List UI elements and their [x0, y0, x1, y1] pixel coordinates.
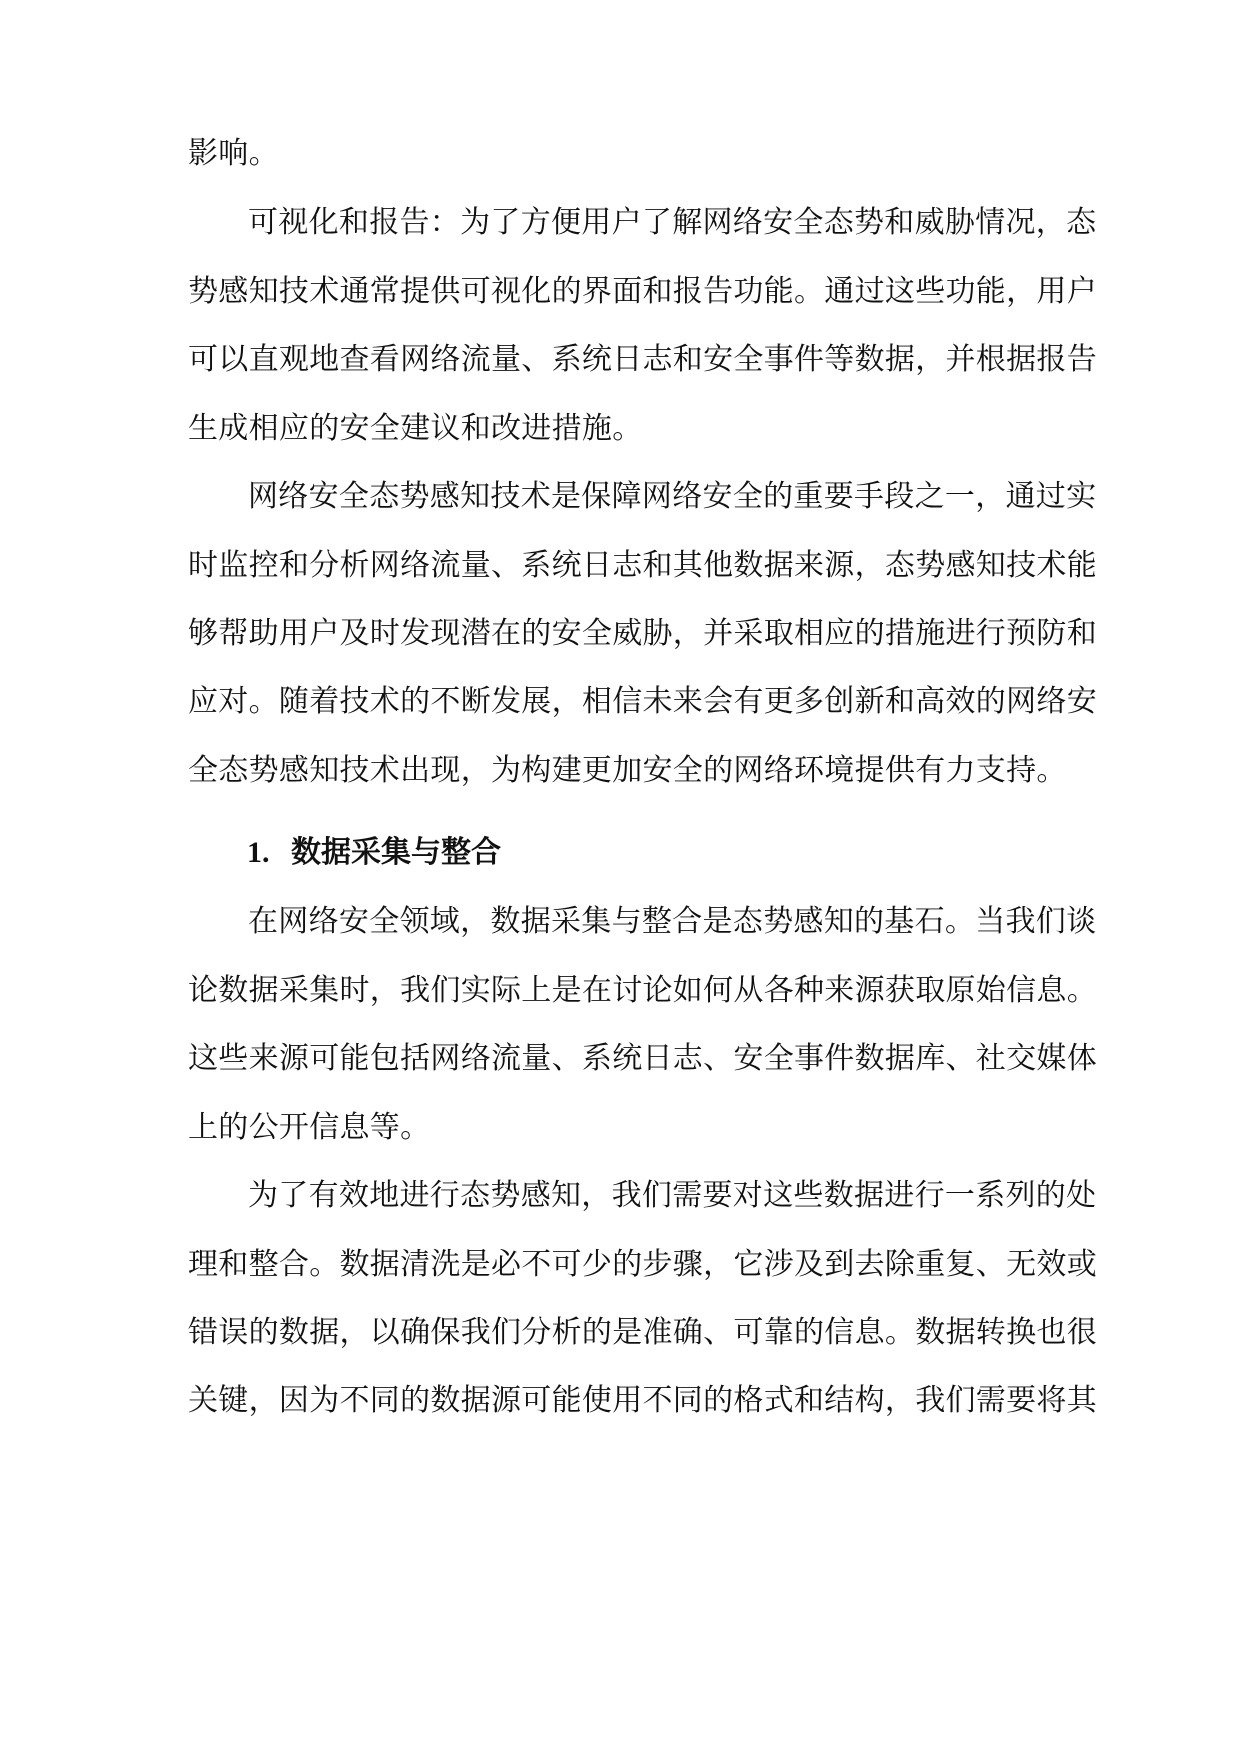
paragraph-line: 错误的数据，以确保我们分析的是准确、可靠的信息。数据转换也很: [188, 1315, 1097, 1350]
paragraph-line: 影响。: [188, 136, 279, 171]
paragraph-line: 全态势感知技术出现，为构建更加安全的网络环境提供有力支持。: [188, 753, 1067, 788]
paragraph-line: 够帮助用户及时发现潜在的安全威胁，并采取相应的措施进行预防和: [188, 616, 1097, 651]
paragraph-line: 为了有效地进行态势感知，我们需要对这些数据进行一系列的处: [248, 1178, 1097, 1213]
paragraph-line: 时监控和分析网络流量、系统日志和其他数据来源，态势感知技术能: [188, 548, 1097, 583]
section-number: 1.: [247, 836, 270, 869]
paragraph-line: 生成相应的安全建议和改进措施。: [188, 411, 643, 446]
paragraph-line: 可视化和报告：为了方便用户了解网络安全态势和威胁情况，态: [248, 205, 1097, 240]
paragraph-line: 论数据采集时，我们实际上是在讨论如何从各种来源获取原始信息。: [188, 973, 1097, 1008]
paragraph-line: 理和整合。数据清洗是必不可少的步骤，它涉及到去除重复、无效或: [188, 1247, 1097, 1282]
paragraph-line: 关键，因为不同的数据源可能使用不同的格式和结构，我们需要将其: [188, 1383, 1097, 1418]
paragraph-line: 可以直观地查看网络流量、系统日志和安全事件等数据，并根据报告: [188, 342, 1097, 377]
paragraph-line: 应对。随着技术的不断发展，相信未来会有更多创新和高效的网络安: [188, 684, 1097, 719]
paragraph-line: 上的公开信息等。: [188, 1110, 431, 1145]
paragraph-line: 势感知技术通常提供可视化的界面和报告功能。通过这些功能，用户: [188, 274, 1097, 309]
paragraph-line: 在网络安全领域，数据采集与整合是态势感知的基石。当我们谈: [248, 904, 1097, 939]
paragraph-line: 网络安全态势感知技术是保障网络安全的重要手段之一，通过实: [248, 479, 1097, 514]
paragraph-line: 这些来源可能包括网络流量、系统日志、安全事件数据库、社交媒体: [188, 1041, 1097, 1076]
section-heading: [247, 833, 501, 873]
section-title: 数据采集与整合: [291, 835, 501, 870]
